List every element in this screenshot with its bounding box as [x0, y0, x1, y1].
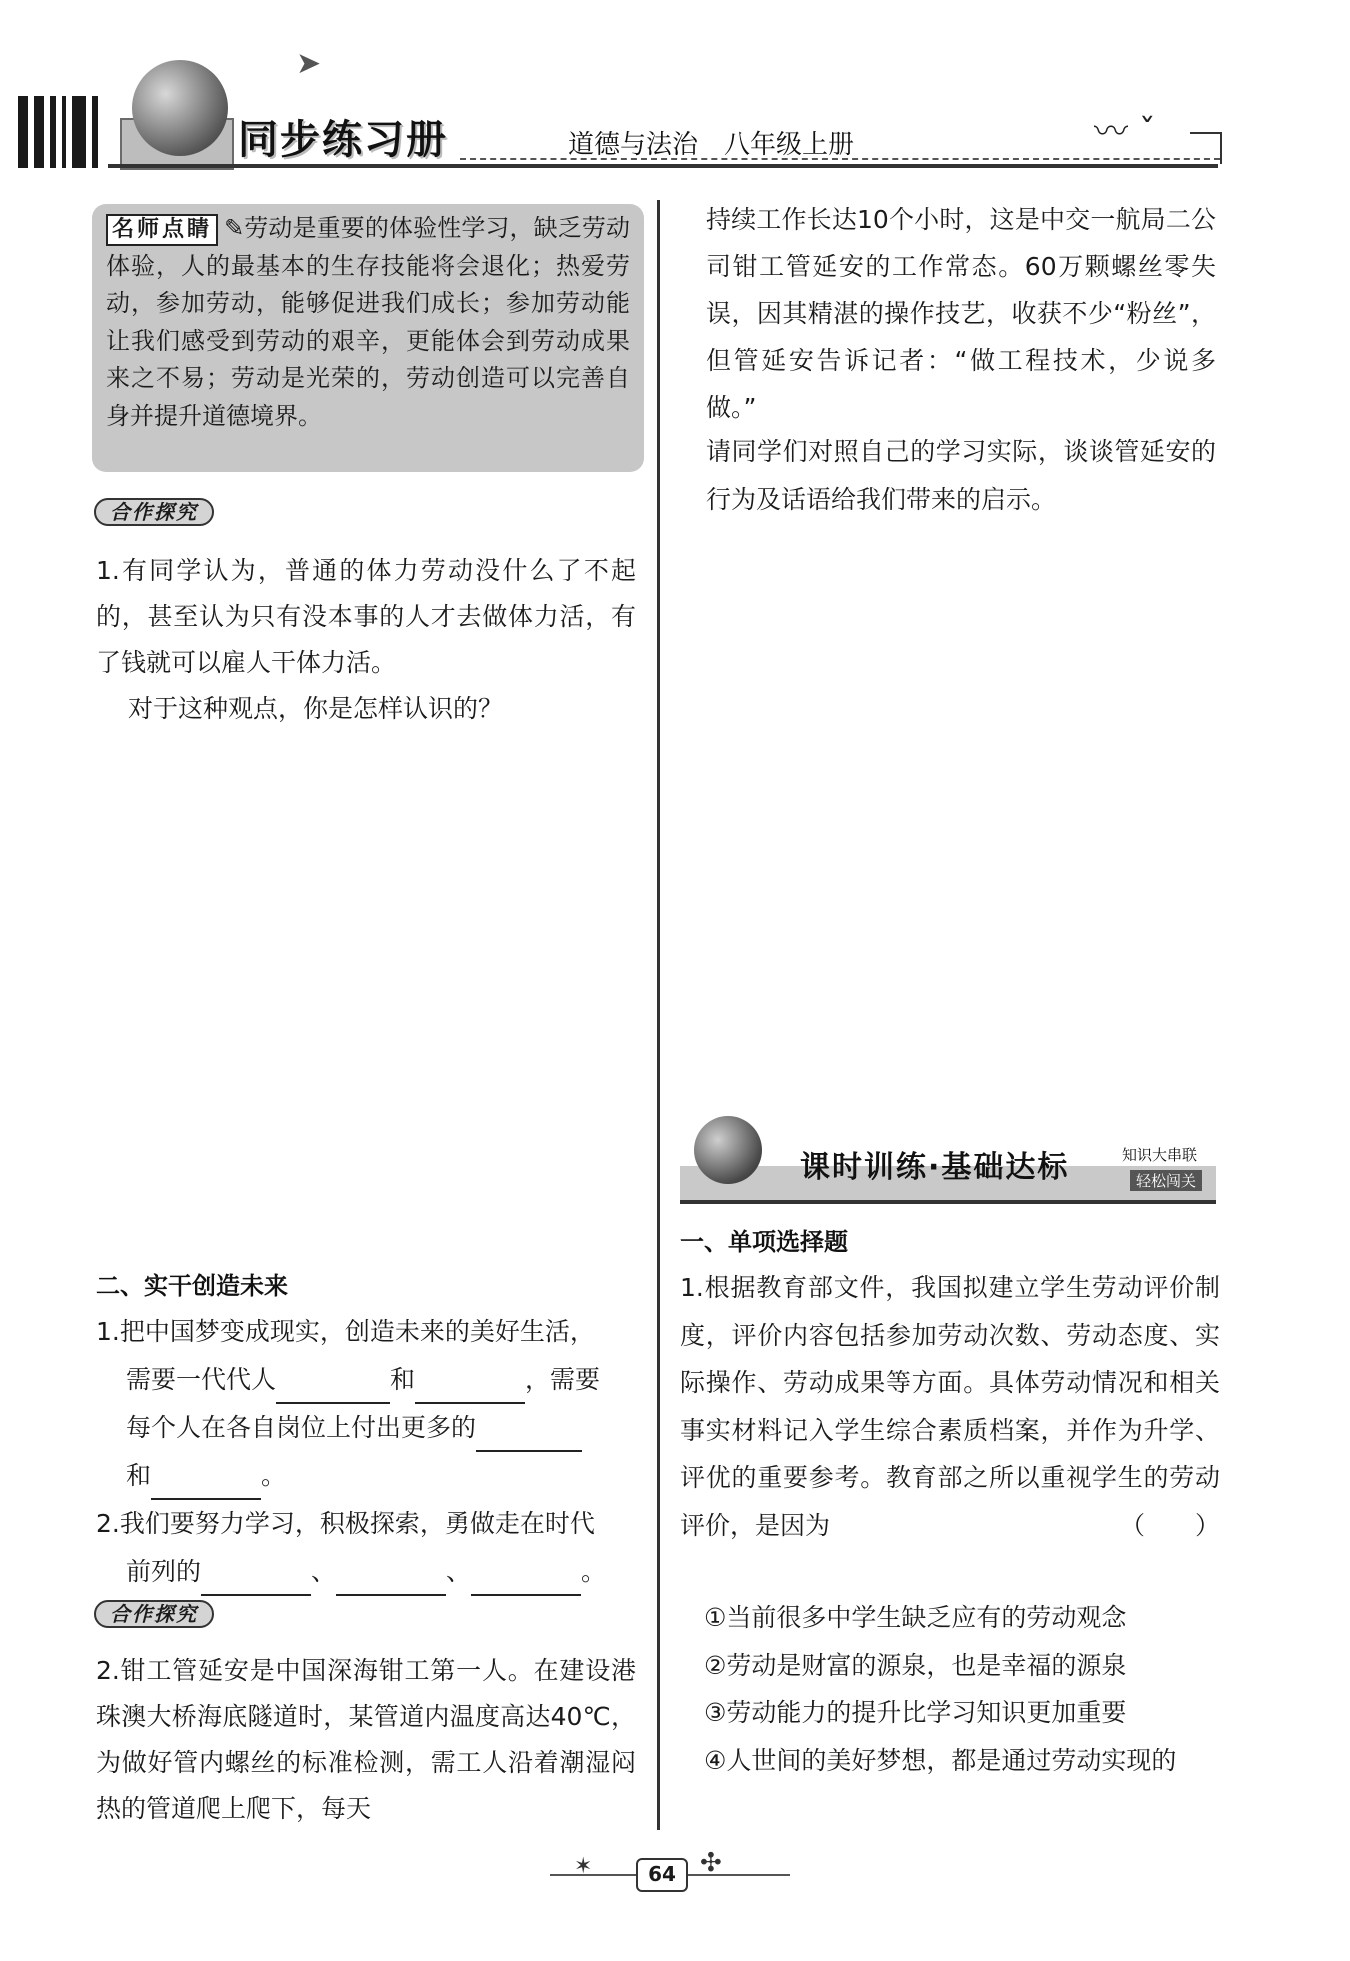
mc-option[interactable]: ④人世间的美好梦想，都是通过劳动实现的: [704, 1745, 1177, 1775]
answer-blank[interactable]: [276, 1376, 390, 1404]
book-title: 同步练习册: [238, 117, 448, 163]
answer-blank[interactable]: [336, 1568, 446, 1596]
paper-plane-icon: ➤: [296, 46, 322, 81]
mc-option[interactable]: ②劳动是财富的源泉，也是幸福的源泉: [704, 1650, 1127, 1680]
question-1-prompt: 对于这种观点，你是怎样认识的？: [128, 694, 504, 723]
section-1-title: 一、单项选择题: [680, 1228, 848, 1256]
cooperation-badge-2: 合作探究: [94, 1600, 214, 1628]
column-divider: [657, 200, 660, 1830]
fill-question-2: 2.我们要努力学习，积极探索，勇做走在时代 前列的 、 、 。: [96, 1500, 636, 1596]
answer-blank[interactable]: [476, 1424, 582, 1452]
mc-question-1-stem: 1.根据教育部文件，我国拟建立学生劳动评价制度，评价内容包括参加劳动次数、劳动态度、实际操作、劳动成果等方面。具体劳动情况和相关事实材料记入学生综合素质档案，并作为升学、评优的重要参考。教育部之所以重视学生的劳动评价，是因为 （ ）: [680, 1264, 1220, 1549]
answer-blank[interactable]: [151, 1472, 261, 1500]
cooperation-badge-1: 合作探究: [94, 498, 214, 526]
header-end-cap: [1190, 132, 1222, 164]
header-decoration-bars: [18, 96, 106, 168]
question-2-text: 2.钳工管延安是中国深海钳工第一人。在建设港珠澳大桥海底隧道时，某管道内温度高达40℃，为做好管内螺丝的标准检测，需工人沿着潮湿闷热的管道爬上爬下，每天: [96, 1656, 636, 1823]
mc-option[interactable]: ①当前很多中学生缺乏应有的劳动观念: [704, 1603, 1127, 1632]
header-solid-rule: [108, 164, 1218, 168]
mc-option[interactable]: ③劳动能力的提升比学习知识更加重要: [704, 1698, 1127, 1727]
answer-blank[interactable]: [471, 1568, 581, 1596]
teacher-tip-box: [92, 204, 644, 472]
star-icon: ✶: [574, 1854, 593, 1879]
lesson-banner-subtitle: 知识大串联: [1122, 1146, 1198, 1164]
section-2-title: 二、实干创造未来: [96, 1272, 288, 1300]
teacher-tip-label: 名 师 点 睛: [106, 214, 218, 246]
globe-icon: [694, 1116, 762, 1184]
lesson-banner-title: 课时训练·基础达标: [800, 1150, 1070, 1185]
teacher-tip-paragraph: [106, 210, 630, 435]
fill-question-1: 1.把中国梦变成现实，创造未来的美好生活， 需要一代代人 和 ，需要 每个人在各自岗位上付出更多的 和 。: [96, 1308, 636, 1500]
subject-label: 道德与法治 八年级上册: [568, 130, 855, 160]
question-2-prompt: 请同学们对照自己的学习实际，谈谈管延安的行为及话语给我们带来的启示。: [706, 437, 1216, 514]
answer-blank[interactable]: [201, 1568, 311, 1596]
question-2-continued: 持续工作长达10个小时，这是中交一航局二公司钳工管延安的工作常态。60万颗螺丝零失误，因其精湛的操作技艺，收获不少“粉丝”，但管延安告诉记者：“做工程技术，少说多做。”: [706, 205, 1216, 422]
birds-icon: 〰 ˇ: [1094, 112, 1156, 152]
answer-bracket[interactable]: （ ）: [1119, 1510, 1220, 1540]
mc-options: [704, 1594, 1224, 1784]
pencil-icon: ✎: [224, 214, 245, 242]
teacher-tip-text: 劳动是重要的体验性学习，缺乏劳动体验，人的最基本的生存技能将会退化；热爱劳动，参加劳动，能够促进我们成长；参加劳动能让我们感受到劳动的艰辛，更能体会到劳动成果来之不易；劳动是光荣的，劳动创造可以完善自身并提升道德境界。: [106, 214, 630, 430]
question-1-text: 1.有同学认为，普通的体力劳动没什么了不起的，甚至认为只有没本事的人才去做体力活，有了钱就可以雇人干体力活。: [96, 556, 636, 677]
answer-blank[interactable]: [415, 1376, 525, 1404]
page-number: 64: [636, 1858, 688, 1892]
pinwheel-icon: ✣: [700, 1848, 722, 1878]
lesson-banner-tag: 轻松闯关: [1130, 1170, 1202, 1191]
globe-icon: [132, 60, 228, 156]
